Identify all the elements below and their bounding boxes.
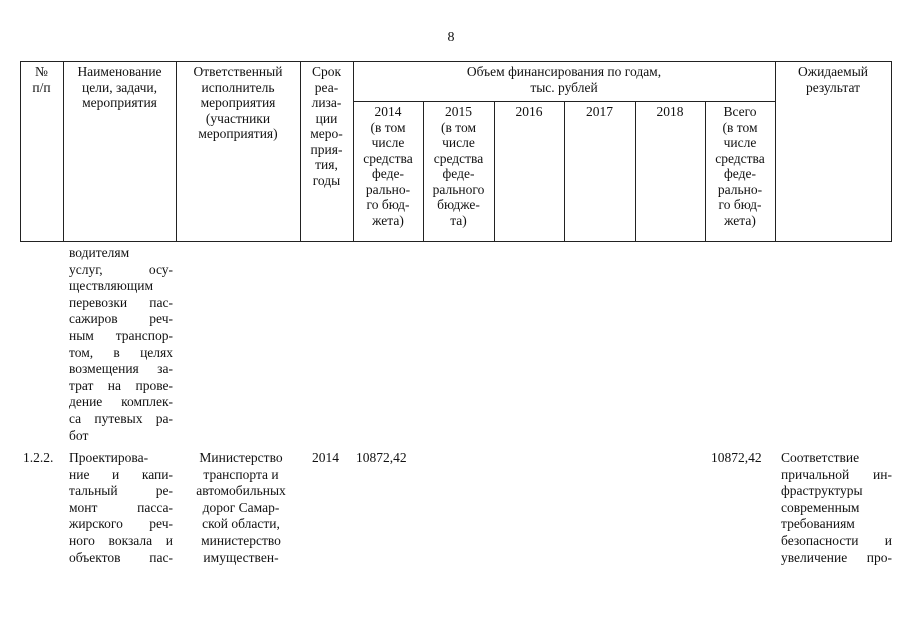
continuation-line: сажиров реч- bbox=[69, 311, 173, 327]
continuation-text bbox=[69, 245, 173, 444]
header-border-7 bbox=[564, 102, 565, 242]
continuation-line: са путевых ра- bbox=[69, 410, 173, 426]
row-name-line: объектов пас- bbox=[69, 549, 173, 565]
continuation-line: возмещения за- bbox=[69, 361, 173, 377]
row-result-line: увеличение про- bbox=[781, 549, 892, 565]
header-year-2017: 2017 bbox=[586, 104, 613, 119]
row-resp-line: дорог Самар- bbox=[202, 499, 280, 515]
header-term: Срок реа- лиза- ции меро- прия- тия, годы bbox=[310, 64, 343, 188]
row-name-line: Проектирова- bbox=[69, 450, 149, 465]
continuation-line: услуг, осу- bbox=[69, 261, 173, 277]
row-total: 10872,42 bbox=[711, 450, 762, 465]
row-name-line: жирского реч- bbox=[69, 516, 173, 532]
row-resp-line: транспорта и bbox=[203, 466, 279, 482]
row-result-line: современным bbox=[781, 499, 860, 515]
header-year-2015: 2015 (в том числе средства феде- рального бюдже- та) bbox=[432, 104, 485, 228]
row-result-line: Соответствие bbox=[781, 450, 860, 465]
header-border-6 bbox=[494, 102, 495, 242]
header-border-8 bbox=[635, 102, 636, 242]
continuation-line: трат на прове- bbox=[69, 377, 173, 393]
continuation-line: бот bbox=[69, 427, 89, 443]
continuation-line: перевозки пас- bbox=[69, 294, 173, 310]
row-term: 2014 bbox=[312, 450, 339, 465]
row-resp-line: автомобильных bbox=[196, 483, 286, 499]
header-result: Ожидаемый результат bbox=[798, 64, 868, 95]
row-name-line: монт пасса- bbox=[69, 499, 173, 515]
row-result-line: фраструктуры bbox=[781, 483, 863, 499]
row-resp-line: ской области, bbox=[202, 516, 280, 532]
row-resp-line: Министерство bbox=[199, 450, 283, 465]
page-number: 8 bbox=[447, 30, 455, 45]
continuation-line: том, в целях bbox=[69, 344, 173, 360]
header-year-2018: 2018 bbox=[656, 104, 684, 119]
row-name-line: ного вокзала и bbox=[69, 532, 173, 548]
row-name bbox=[69, 450, 173, 566]
row-amount-2014: 10872,42 bbox=[356, 450, 407, 465]
row-result-line: причальной ин- bbox=[781, 466, 892, 482]
header-year-2014: 2014 (в том числе средства феде- рально- го бюд- жета) bbox=[363, 104, 413, 228]
continuation-line: водителям bbox=[69, 245, 130, 260]
header-year-2016: 2016 bbox=[515, 104, 543, 119]
header-total: Всего (в том числе средства феде- рально- го бюд- жета) bbox=[715, 104, 765, 228]
row-number: 1.2.2. bbox=[23, 450, 54, 465]
row-name-line: тальный ре- bbox=[69, 483, 173, 499]
header-name: Наименование цели, задачи, мероприятия bbox=[77, 64, 162, 110]
header-top-border bbox=[20, 61, 892, 62]
row-resp-line: министерство bbox=[201, 532, 281, 548]
continuation-line: ным транспор- bbox=[69, 327, 173, 343]
header-border-right bbox=[891, 61, 892, 242]
row-resp-line: имуществен- bbox=[203, 549, 279, 565]
continuation-line: ществляющим bbox=[69, 278, 154, 294]
row-responsible bbox=[184, 450, 298, 566]
continuation-line: дение комплек- bbox=[69, 394, 173, 410]
header-responsible: Ответственный исполнитель мероприятия (участники мероприятия) bbox=[193, 64, 283, 141]
header-bottom-border bbox=[20, 241, 892, 242]
header-number: № п/п bbox=[32, 64, 51, 95]
row-result bbox=[781, 450, 892, 566]
row-result-line: безопасности и bbox=[781, 532, 892, 548]
header-financing: Объем финансирования по годам, тыс. рублей bbox=[466, 64, 662, 95]
row-result-line: требованиям bbox=[781, 516, 855, 532]
row-name-line: ние и капи- bbox=[69, 466, 173, 482]
